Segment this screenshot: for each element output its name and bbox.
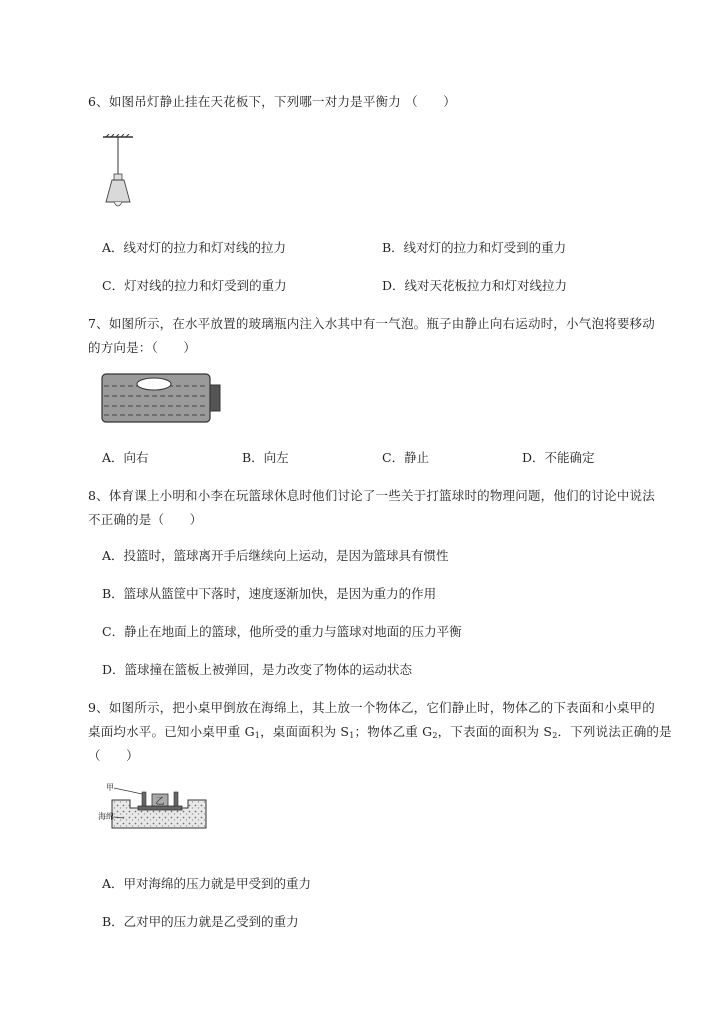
- q7-stem-line2: 的方向是：（ ）: [88, 340, 197, 355]
- q8-option-c: C．静止在地面上的篮球，他所受的重力与篮球对地面的压力平衡: [102, 624, 462, 639]
- sponge-table-figure: [98, 780, 213, 832]
- q7-option-d: D．不能确定: [522, 450, 595, 465]
- q6-option-c: C．灯对线的拉力和灯受到的重力: [102, 278, 287, 293]
- q7-option-a: A．向右: [102, 450, 149, 465]
- q6-option-d: D．线对天花板拉力和灯对线拉力: [382, 278, 568, 293]
- q6-option-a: A．线对灯的拉力和灯对线的拉力: [102, 240, 287, 255]
- q8-option-a: A．投篮时，篮球离开手后继续向上运动，是因为篮球具有惯性: [102, 548, 449, 563]
- q8-option-b: B．篮球从篮筐中下落时，速度逐渐加快，是因为重力的作用: [102, 586, 437, 601]
- hanging-lamp-figure: [100, 134, 145, 214]
- q6-option-b: B．线对灯的拉力和灯受到的重力: [382, 240, 567, 255]
- figure-label-sponge: 海绵: [98, 812, 114, 821]
- q7-stem-line1: 7、如图所示，在水平放置的玻璃瓶内注入水其中有一气泡。瓶子由静止向右运动时，小气泡将要移动: [88, 316, 655, 331]
- q8-option-d: D．篮球撞在篮板上被弹回，是力改变了物体的运动状态: [102, 662, 413, 677]
- figure-label-yi: 乙: [155, 797, 165, 807]
- q9-option-b: B．乙对甲的压力就是乙受到的重力: [102, 914, 299, 929]
- q7-option-b: B．向左: [242, 450, 289, 465]
- q6-stem: 6、如图吊灯静止挂在天花板下，下列哪一对力是平衡力 （ ）: [88, 94, 456, 109]
- q9-stem-line1: 9、如图所示，把小桌甲倒放在海绵上，其上放一个物体乙，它们静止时，物体乙的下表面和小桌甲的: [88, 700, 655, 715]
- q7-option-c: C．静止: [382, 450, 430, 465]
- q9-option-a: A．甲对海绵的压力就是甲受到的重力: [102, 876, 312, 891]
- q8-stem-line1: 8、体育课上小明和小李在玩篮球休息时他们讨论了一些关于打篮球时的物理问题，他们的讨论中说法: [88, 488, 655, 503]
- q9-stem-line3: （ ）: [88, 748, 139, 763]
- bottle-bubble-figure: [100, 372, 225, 424]
- figure-label-jia: 甲: [106, 783, 114, 792]
- q8-stem-line2: 不正确的是（ ）: [88, 512, 203, 527]
- q9-stem-line2: 桌面均水平。已知小桌甲重 $G_1$，桌面面积为 $S_1$；物体乙重 $G_2$，下表面的面积为 $S_2$．下列说法正确的是: [88, 724, 672, 740]
